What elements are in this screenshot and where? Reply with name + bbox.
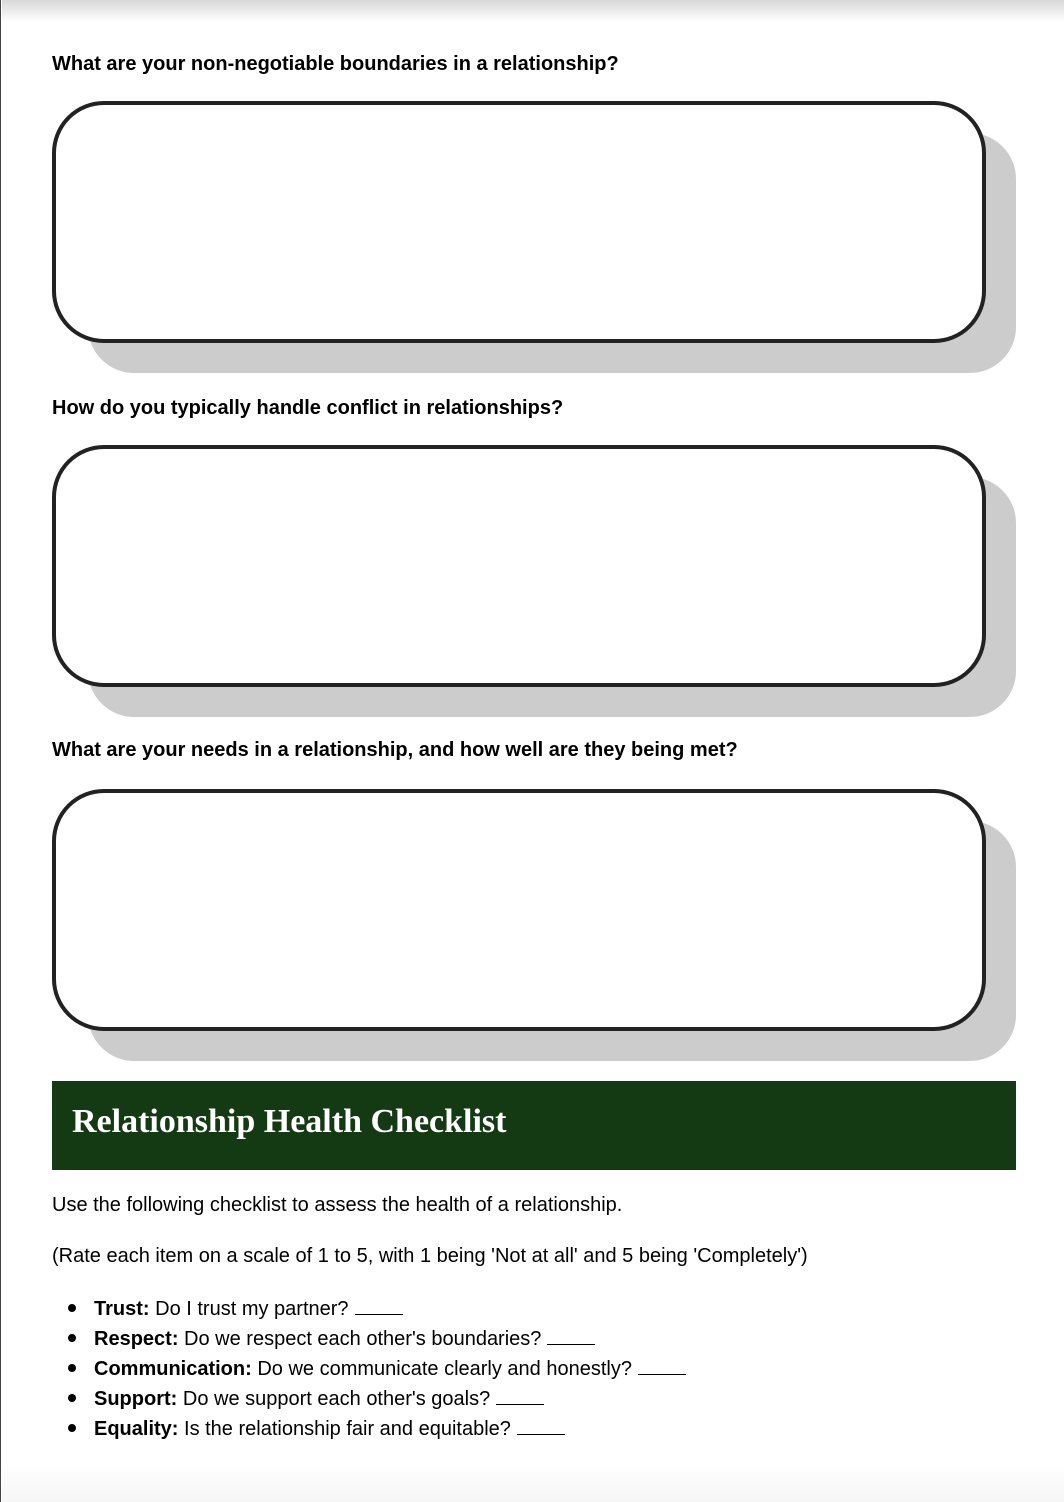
checklist-instruction: (Rate each item on a scale of 1 to 5, with 1 being 'Not at all' and 5 being 'Completely') xyxy=(52,1245,808,1267)
bullet-icon xyxy=(68,1364,76,1372)
answer-box-needs[interactable] xyxy=(52,789,986,1031)
answer-box-boundaries[interactable] xyxy=(52,101,986,343)
bullet-icon xyxy=(68,1304,76,1312)
bullet-icon xyxy=(68,1424,76,1432)
answer-box-conflict-container xyxy=(52,445,1016,717)
question-conflict: How do you typically handle conflict in relationships? xyxy=(52,397,564,419)
question-boundaries: What are your non-negotiable boundaries in a relationship? xyxy=(52,53,619,75)
rating-blank[interactable] xyxy=(517,1416,565,1435)
checklist-item-question: Is the relationship fair and equitable? xyxy=(184,1418,511,1440)
answer-box-needs-container xyxy=(52,789,1016,1061)
page-bottom-edge xyxy=(2,1462,1064,1502)
page-top-edge xyxy=(2,0,1064,22)
checklist-item-question: Do we support each other's goals? xyxy=(182,1388,491,1410)
checklist-item-label: Support: xyxy=(94,1388,178,1410)
rating-blank[interactable] xyxy=(355,1296,403,1315)
checklist-banner xyxy=(52,1081,1016,1170)
bullet-icon xyxy=(68,1334,76,1342)
rating-blank[interactable] xyxy=(638,1356,686,1375)
checklist-item-question: Do we communicate clearly and honestly? xyxy=(257,1358,632,1380)
checklist-item-label: Communication: xyxy=(94,1358,252,1380)
checklist-item-question: Do I trust my partner? xyxy=(155,1298,349,1320)
answer-box-conflict[interactable] xyxy=(52,445,986,687)
checklist-title: Relationship Health Checklist xyxy=(72,1103,507,1140)
checklist-item-question: Do we respect each other's boundaries? xyxy=(184,1328,542,1350)
bullet-icon xyxy=(68,1394,76,1402)
checklist-item-label: Equality: xyxy=(94,1418,179,1440)
rating-blank[interactable] xyxy=(496,1386,544,1405)
answer-box-boundaries-container xyxy=(52,101,1016,373)
checklist-item-label: Trust: xyxy=(94,1298,150,1320)
checklist-item-label: Respect: xyxy=(94,1328,179,1350)
checklist-intro: Use the following checklist to assess the health of a relationship. xyxy=(52,1194,623,1216)
rating-blank[interactable] xyxy=(547,1326,595,1345)
question-needs: What are your needs in a relationship, and how well are they being met? xyxy=(52,739,738,761)
